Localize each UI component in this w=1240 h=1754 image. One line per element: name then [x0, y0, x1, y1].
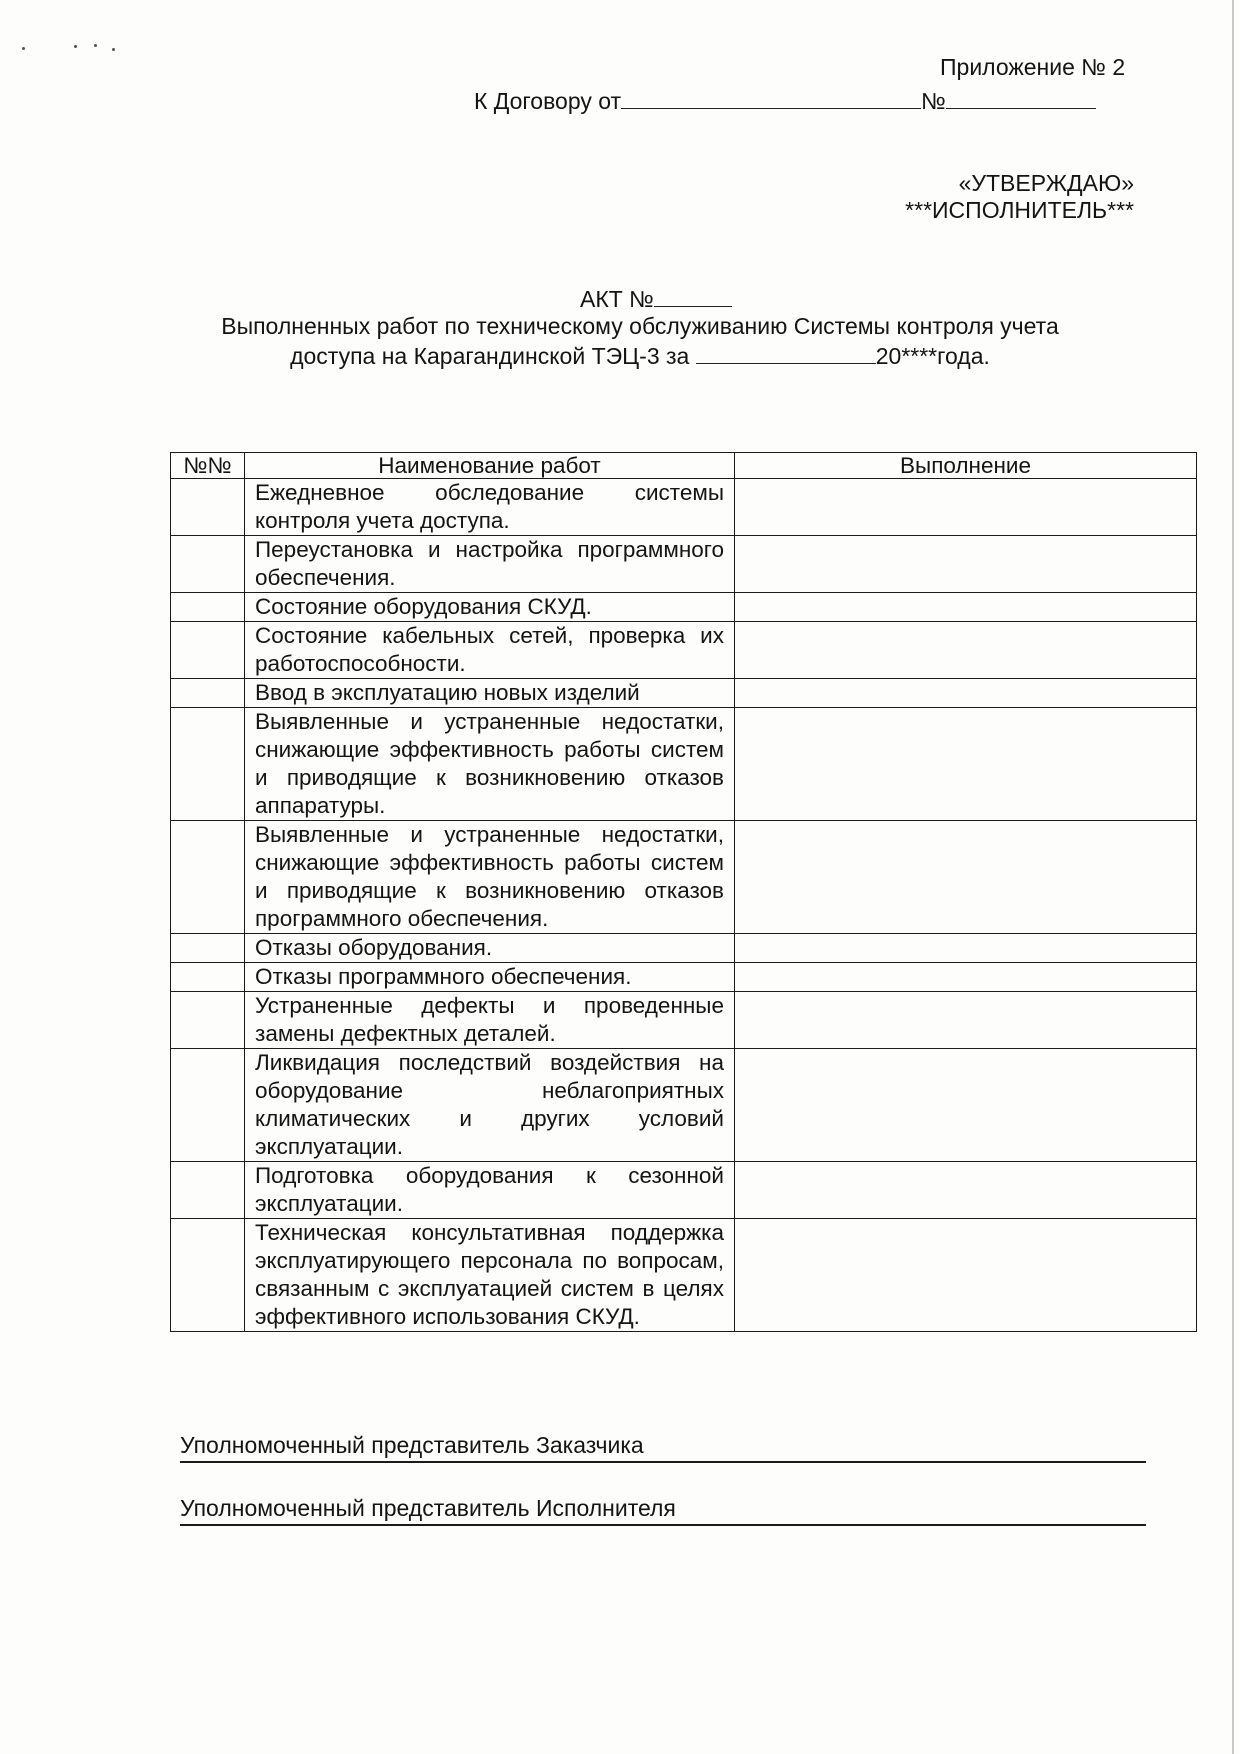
header-num: №№ [171, 453, 245, 479]
row-execution-cell[interactable] [735, 622, 1197, 679]
row-execution-cell[interactable] [735, 963, 1197, 992]
act-description-line2 [150, 341, 1130, 371]
table-row [171, 1049, 1197, 1162]
contract-line [474, 88, 1096, 115]
row-name-cell: Состояние кабельных сетей, проверка их работоспособности. [245, 622, 735, 679]
row-name-cell: Ежедневное обследование системы контроля учета доступа. [245, 479, 735, 536]
scan-speck [112, 48, 115, 51]
act-description-prefix: доступа на Карагандинской ТЭЦ-3 за [290, 343, 690, 369]
header-name: Наименование работ [245, 453, 735, 479]
row-num-cell[interactable] [171, 1162, 245, 1219]
works-table [170, 452, 1197, 1332]
act-description-suffix: 20****года. [875, 343, 990, 369]
row-name-cell: Ликвидация последствий воздействия на оборудование неблагоприятных климатических и других условий эксплуатации. [245, 1049, 735, 1162]
row-num-cell[interactable] [171, 708, 245, 821]
row-execution-cell[interactable] [735, 992, 1197, 1049]
row-name-cell: Подготовка оборудования к сезонной эксплуатации. [245, 1162, 735, 1219]
row-name-cell: Отказы оборудования. [245, 934, 735, 963]
table-row [171, 1219, 1197, 1332]
row-execution-cell[interactable] [735, 593, 1197, 622]
row-execution-cell[interactable] [735, 1049, 1197, 1162]
act-number-line [580, 286, 732, 313]
scan-edge [1232, 0, 1234, 1754]
row-num-cell[interactable] [171, 593, 245, 622]
table-row [171, 1162, 1197, 1219]
contract-prefix: К Договору от [474, 88, 622, 114]
table-row [171, 934, 1197, 963]
row-execution-cell[interactable] [735, 821, 1197, 934]
row-num-cell[interactable] [171, 821, 245, 934]
approve-heading: «УТВЕРЖДАЮ» [958, 170, 1134, 196]
row-num-cell[interactable] [171, 934, 245, 963]
approve-executor: ***ИСПОЛНИТЕЛЬ*** [905, 197, 1134, 223]
contract-number-blank [946, 89, 1096, 109]
table-row [171, 479, 1197, 536]
customer-signature-line[interactable]: Уполномоченный представитель Заказчика [180, 1432, 1146, 1463]
contract-date-blank [621, 89, 921, 109]
row-num-cell[interactable] [171, 679, 245, 708]
row-name-cell: Переустановка и настройка программного обеспечения. [245, 536, 735, 593]
row-num-cell[interactable] [171, 1219, 245, 1332]
row-execution-cell[interactable] [735, 679, 1197, 708]
contract-number-label: № [921, 88, 946, 114]
table-row [171, 622, 1197, 679]
scan-speck [94, 44, 97, 47]
row-num-cell[interactable] [171, 1049, 245, 1162]
row-execution-cell[interactable] [735, 1219, 1197, 1332]
row-execution-cell[interactable] [735, 1162, 1197, 1219]
table-row [171, 821, 1197, 934]
table-row [171, 679, 1197, 708]
row-name-cell: Устраненные дефекты и проведенные замены дефектных деталей. [245, 992, 735, 1049]
act-description [150, 311, 1130, 371]
row-num-cell[interactable] [171, 536, 245, 593]
row-num-cell[interactable] [171, 622, 245, 679]
executor-signature-line[interactable]: Уполномоченный представитель Исполнителя [180, 1495, 1146, 1526]
table-row [171, 708, 1197, 821]
row-execution-cell[interactable] [735, 479, 1197, 536]
row-name-cell: Выявленные и устраненные недостатки, снижающие эффективность работы систем и приводящие к возникновению отказов программного обеспечения. [245, 821, 735, 934]
table-header-row [171, 453, 1197, 479]
row-execution-cell[interactable] [735, 708, 1197, 821]
row-num-cell[interactable] [171, 479, 245, 536]
act-period-blank [696, 344, 876, 364]
row-name-cell: Техническая консультативная поддержка эксплуатирующего персонала по вопросам, связанным с эксплуатацией систем в целях эффективного использования СКУД. [245, 1219, 735, 1332]
row-num-cell[interactable] [171, 963, 245, 992]
row-name-cell: Ввод в эксплуатацию новых изделий [245, 679, 735, 708]
row-execution-cell[interactable] [735, 536, 1197, 593]
table-row [171, 963, 1197, 992]
scan-speck [22, 47, 25, 50]
row-num-cell[interactable] [171, 992, 245, 1049]
act-number-blank [654, 287, 732, 307]
act-description-line1: Выполненных работ по техническому обслуживанию Системы контроля учета [221, 313, 1059, 339]
appendix-label: Приложение № 2 [940, 54, 1126, 80]
approval-block [905, 170, 1134, 224]
table-row [171, 593, 1197, 622]
table-row [171, 992, 1197, 1049]
table-row [171, 536, 1197, 593]
row-name-cell: Выявленные и устраненные недостатки, снижающие эффективность работы систем и приводящие к возникновению отказов аппаратуры. [245, 708, 735, 821]
row-execution-cell[interactable] [735, 934, 1197, 963]
row-name-cell: Состояние оборудования СКУД. [245, 593, 735, 622]
act-number-label: АКТ № [580, 286, 654, 312]
header-execution: Выполнение [735, 453, 1197, 479]
row-name-cell: Отказы программного обеспечения. [245, 963, 735, 992]
scan-speck [74, 45, 77, 48]
